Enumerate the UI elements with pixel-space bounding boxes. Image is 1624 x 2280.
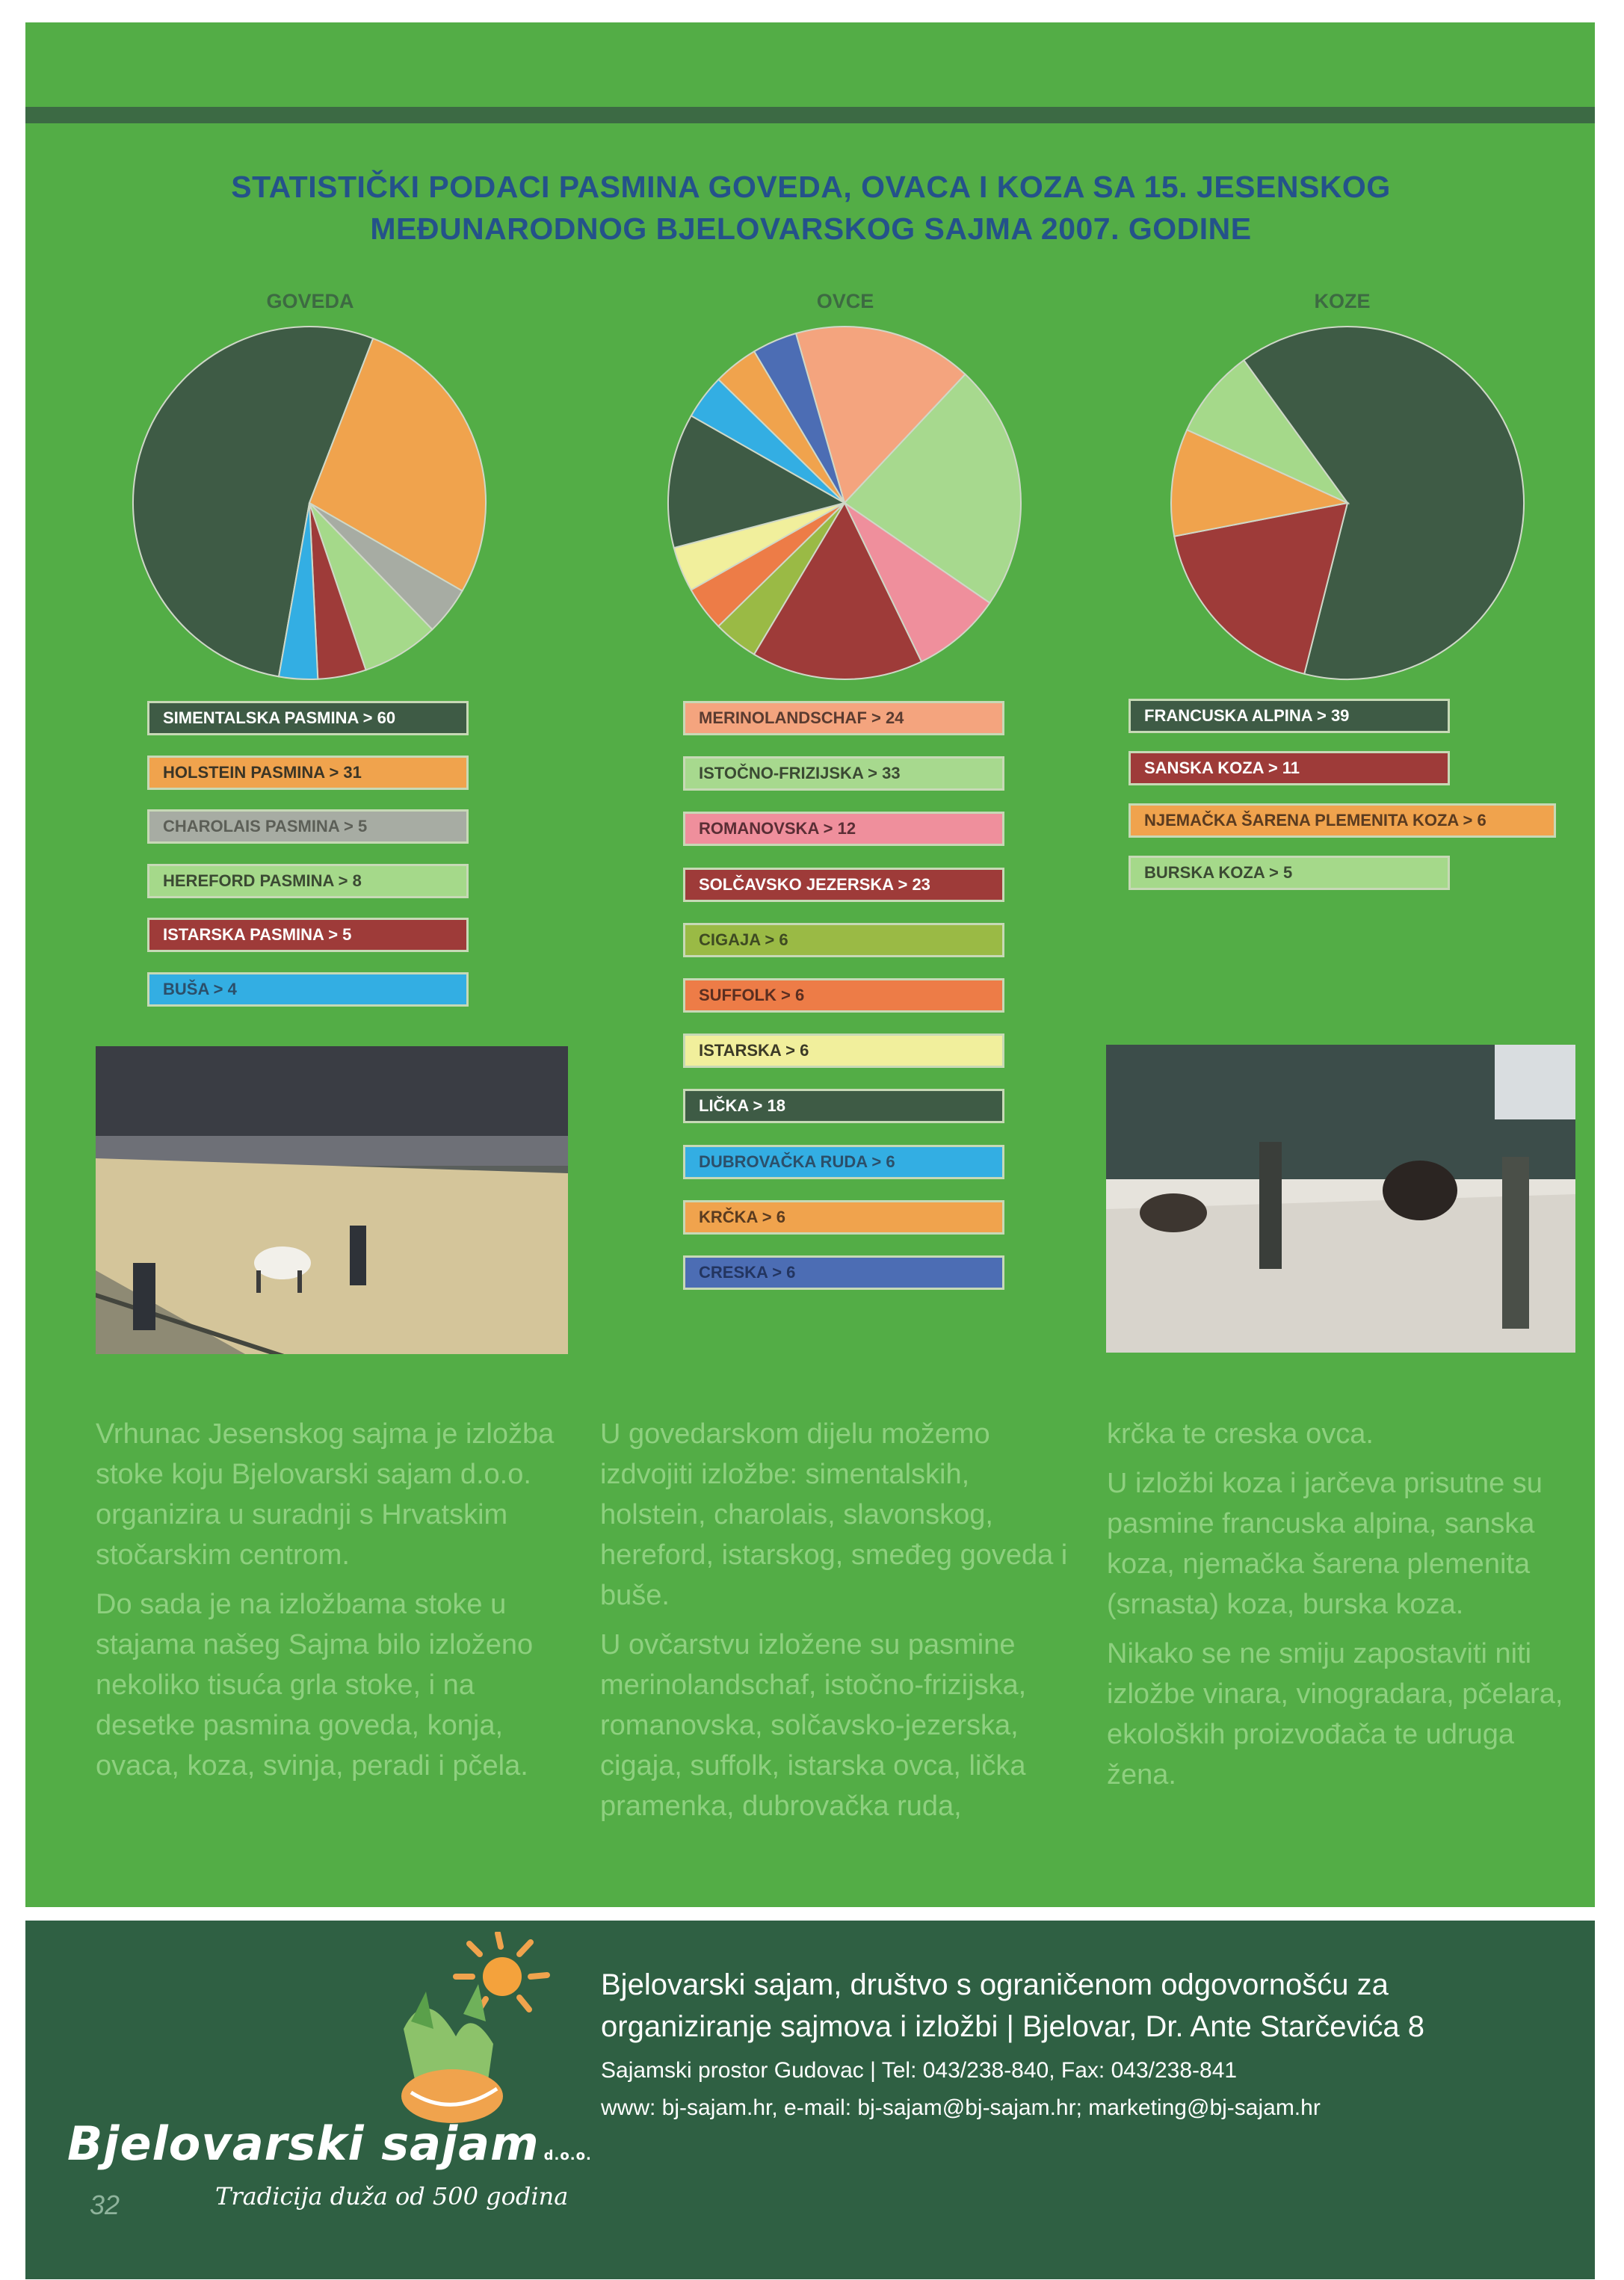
legend-item: SOLČAVSKO JEZERSKA > 23 (683, 868, 1004, 902)
legend-item: BURSKA KOZA > 5 (1129, 856, 1450, 890)
brand-suffix: d.o.o. (543, 2148, 592, 2163)
page-title (90, 166, 1532, 250)
legend-item: CIGAJA > 6 (683, 923, 1004, 957)
legend-item: DUBROVAČKA RUDA > 6 (683, 1145, 1004, 1179)
contact-line-web: www: bj-sajam.hr, e-mail: bj-sajam@bj-sajam.hr; marketing@bj-sajam.hr (601, 2095, 1321, 2120)
contact-line-phone: Sajamski prostor Gudovac | Tel: 043/238-840, Fax: 043/238-841 (601, 2058, 1238, 2083)
legend-item: KRČKA > 6 (683, 1200, 1004, 1235)
legend-item: ISTARSKA > 6 (683, 1034, 1004, 1068)
brand-motto: Tradicija duža od 500 godina (215, 2182, 569, 2211)
pie-chart-goveda (132, 325, 487, 681)
chart-title-ovce: OVCE (816, 290, 874, 312)
top-band (25, 107, 1595, 123)
legend-item: SUFFOLK > 6 (683, 978, 1004, 1013)
title-line-2: MEĐUNARODNOG BJELOVARSKOG SAJMA 2007. GODINE (370, 211, 1252, 246)
page-number: 32 (90, 2190, 120, 2220)
brand-logo-text (67, 2116, 592, 2171)
chart-title-goveda: GOVEDA (266, 290, 354, 312)
text-column-1 (96, 1414, 574, 1795)
legend-item: SIMENTALSKA PASMINA > 60 (147, 701, 469, 735)
paragraph: U izložbi koza i jarčeva prisutne su pasmine francuska alpina, sanska koza, njemačka šarena plemenita (srnasta) koza, burska koza. (1107, 1468, 1543, 1620)
legend-item: MERINOLANDSCHAF > 24 (683, 701, 1004, 735)
legend-item: NJEMAČKA ŠARENA PLEMENITA KOZA > 6 (1129, 803, 1556, 838)
legend-item: ISTOČNO-FRIZIJSKA > 33 (683, 756, 1004, 791)
text-column-3 (1107, 1414, 1585, 1804)
legend-item: HEREFORD PASMINA > 8 (147, 864, 469, 898)
chart-title-koze: KOZE (1314, 290, 1371, 312)
photo-goat-show (1106, 1045, 1575, 1353)
pie-chart-ovce (667, 325, 1022, 681)
legend-item: CHAROLAIS PASMINA > 5 (147, 809, 469, 844)
legend-item: ISTARSKA PASMINA > 5 (147, 918, 469, 952)
sun-logo-icon (374, 1932, 553, 2134)
legend-item: LIČKA > 18 (683, 1089, 1004, 1123)
title-line-1: STATISTIČKI PODACI PASMINA GOVEDA, OVACA I KOZA SA 15. JESENSKOG (231, 170, 1391, 204)
company-line-1: Bjelovarski sajam, društvo s ograničenom odgovornošću za (601, 1968, 1389, 2001)
paragraph: Do sada je na izložbama stoke u stajama našeg Sajma bilo izloženo nekoliko tisuća grla stoke, i na desetke pasmina goveda, konja, ovaca, koza, svinja, peradi i pčela. (96, 1589, 534, 1782)
legend-item: BUŠA > 4 (147, 972, 469, 1007)
legend-item: HOLSTEIN PASMINA > 31 (147, 756, 469, 790)
legend-item: FRANCUSKA ALPINA > 39 (1129, 699, 1450, 733)
paragraph: U govedarskom dijelu možemo izdvojiti izložbe: simentalskih, holstein, charolais, slavonskog, hereford, istarskog, smeđeg goveda i buše. (600, 1418, 1068, 1611)
legend-item: CRESKA > 6 (683, 1255, 1004, 1290)
text-column-2 (600, 1414, 1078, 1835)
contact-info (601, 2052, 1321, 2127)
paragraph: Vrhunac Jesenskog sajma je izložba stoke koju Bjelovarski sajam d.o.o. organizira u suradnji s Hrvatskim stočarskim centrom. (96, 1418, 555, 1571)
paragraph: krčka te creska ovca. (1107, 1418, 1374, 1450)
company-info (601, 1964, 1424, 2048)
brand-name: Bjelovarski sajam (67, 2116, 540, 2171)
paragraph: Nikako se ne smiju zapostaviti niti izložbe vinara, vinogradara, pčelara, ekoloških proizvođača te udruga žena. (1107, 1638, 1563, 1791)
paragraph: U ovčarstvu izložene su pasmine merinolandschaf, istočno-frizijska, romanovska, solčavsko-jezerska, cigaja, suffolk, istarska ovca, lička pramenka, dubrovačka ruda, (600, 1629, 1027, 1822)
pie-chart-koze (1170, 325, 1525, 681)
company-line-2: organiziranje sajmova i izložbi | Bjelovar, Dr. Ante Starčevića 8 (601, 2010, 1425, 2043)
photo-cattle-show (96, 1046, 568, 1354)
legend-item: ROMANOVSKA > 12 (683, 812, 1004, 846)
legend-item: SANSKA KOZA > 11 (1129, 751, 1450, 785)
